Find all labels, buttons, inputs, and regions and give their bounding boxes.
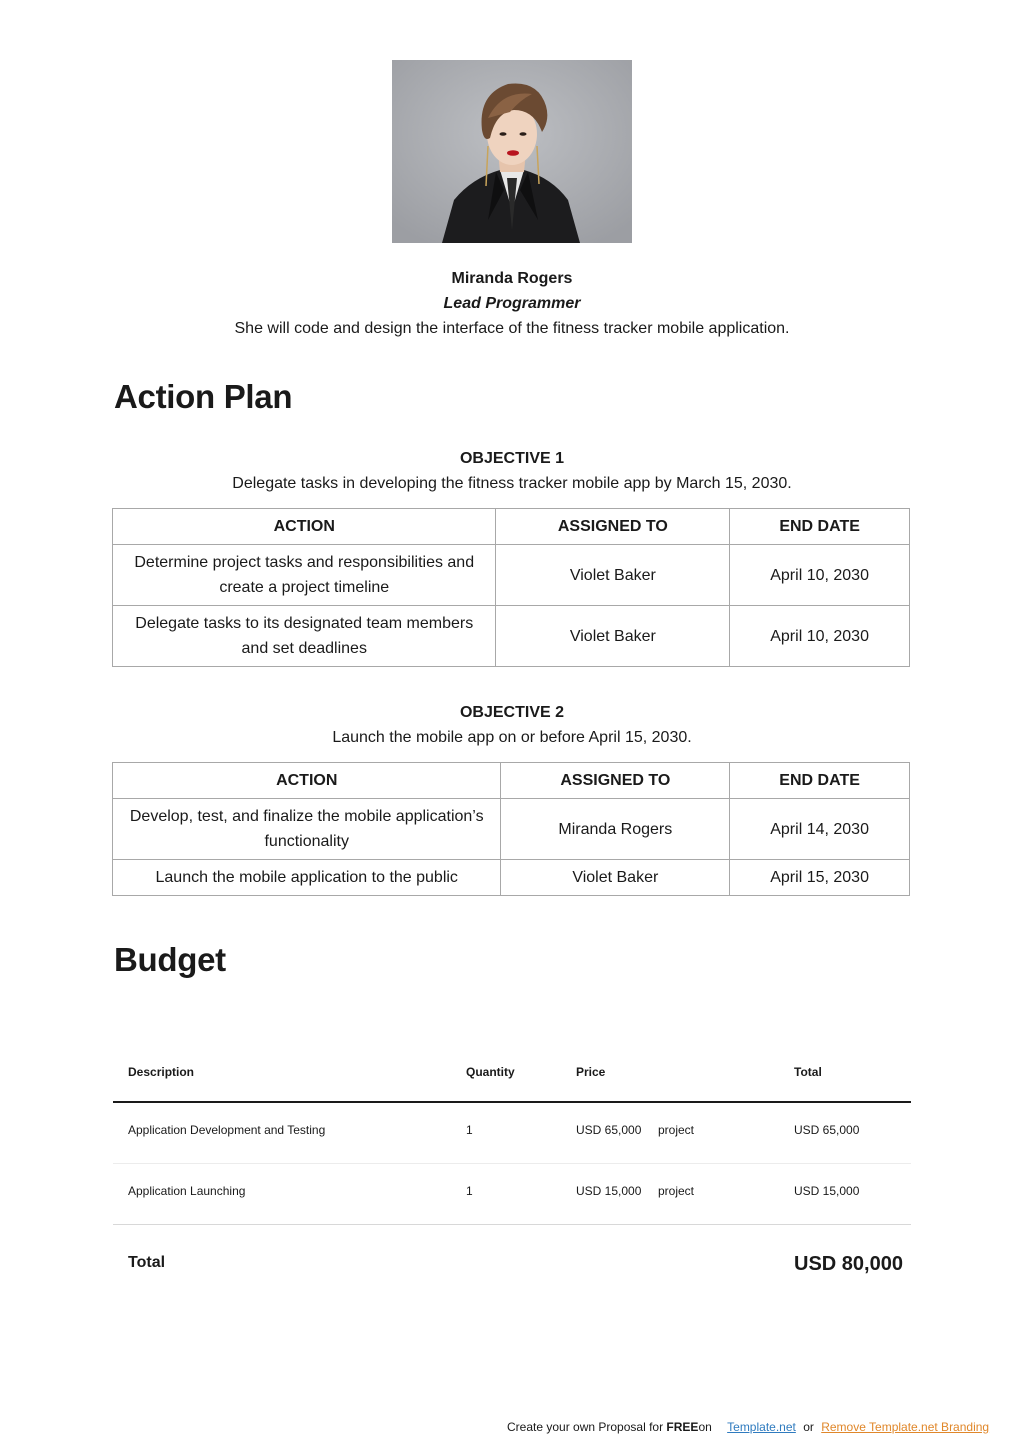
assigned-to-cell: Violet Baker — [501, 860, 730, 896]
table-header-row — [113, 509, 910, 545]
budget-total-label: Total — [128, 1254, 166, 1271]
budget-row-price: USD 65,000 — [576, 1123, 642, 1137]
budget-row-divider — [113, 1163, 911, 1164]
person-portrait-image — [392, 60, 632, 243]
template-net-link[interactable]: Template.net — [727, 1420, 796, 1434]
end-date-cell: April 10, 2030 — [730, 606, 910, 667]
budget-header-description: Description — [128, 1065, 195, 1079]
budget-row-price: USD 15,000 — [576, 1184, 642, 1198]
budget-total-divider — [113, 1224, 911, 1225]
assigned-to-cell: Violet Baker — [496, 606, 730, 667]
budget-row-total: USD 65,000 — [794, 1123, 860, 1137]
budget-row-quantity: 1 — [466, 1184, 473, 1198]
budget-header-divider — [113, 1101, 911, 1103]
objective-2-description: Launch the mobile app on or before April 15, 2030. — [332, 729, 692, 746]
column-header-assigned-to: ASSIGNED TO — [496, 509, 730, 545]
end-date-cell: April 14, 2030 — [730, 799, 910, 860]
profile-role: Lead Programmer — [443, 295, 581, 312]
profile-name: Miranda Rogers — [451, 270, 573, 287]
objective-1-table — [112, 508, 910, 667]
budget-header-total: Total — [794, 1065, 822, 1079]
objective-2-table — [112, 762, 910, 896]
budget-row-unit: project — [658, 1123, 695, 1137]
assigned-to-cell: Violet Baker — [496, 545, 730, 606]
end-date-cell: April 15, 2030 — [730, 860, 910, 896]
column-header-assigned-to: ASSIGNED TO — [501, 763, 730, 799]
budget-total-value: USD 80,000 — [794, 1253, 903, 1275]
profile-description: She will code and design the interface of the fitness tracker mobile application. — [234, 320, 790, 337]
action-cell: Develop, test, and finalize the mobile application’s functionality — [113, 799, 501, 860]
objective-2-title: OBJECTIVE 2 — [459, 704, 565, 721]
column-header-end-date: END DATE — [730, 763, 910, 799]
action-cell: Determine project tasks and responsibilities and create a project timeline — [113, 545, 496, 606]
action-cell: Delegate tasks to its designated team members and set deadlines — [113, 606, 496, 667]
remove-branding-link[interactable]: Remove Template.net Branding — [821, 1420, 990, 1434]
table-header-row — [113, 763, 910, 799]
table-row — [113, 606, 910, 667]
budget-row-quantity: 1 — [466, 1123, 473, 1137]
footer-prefix: Create your own Proposal for — [507, 1420, 667, 1434]
footer-branding — [507, 1420, 989, 1434]
objective-1-title: OBJECTIVE 1 — [459, 450, 565, 467]
budget-heading: Budget — [114, 941, 226, 978]
column-header-action: ACTION — [113, 509, 496, 545]
table-row — [113, 799, 910, 860]
table-row — [113, 860, 910, 896]
column-header-action: ACTION — [113, 763, 501, 799]
action-cell: Launch the mobile application to the public — [113, 860, 501, 896]
end-date-cell: April 10, 2030 — [730, 545, 910, 606]
budget-row-total: USD 15,000 — [794, 1184, 860, 1198]
budget-row-description: Application Development and Testing — [128, 1123, 326, 1137]
column-header-end-date: END DATE — [730, 509, 910, 545]
budget-header-quantity: Quantity — [466, 1065, 515, 1079]
budget-row-unit: project — [658, 1184, 695, 1198]
action-plan-heading: Action Plan — [114, 378, 293, 415]
objective-1-description: Delegate tasks in developing the fitness tracker mobile app by March 15, 2030. — [232, 475, 792, 492]
budget-header-price: Price — [576, 1065, 606, 1079]
table-row — [113, 545, 910, 606]
footer-free: FREE — [666, 1420, 699, 1434]
assigned-to-cell: Miranda Rogers — [501, 799, 730, 860]
footer-or: or — [803, 1420, 814, 1434]
budget-row-description: Application Launching — [128, 1184, 246, 1198]
footer-on: on — [698, 1420, 712, 1434]
profile-photo — [392, 60, 632, 243]
